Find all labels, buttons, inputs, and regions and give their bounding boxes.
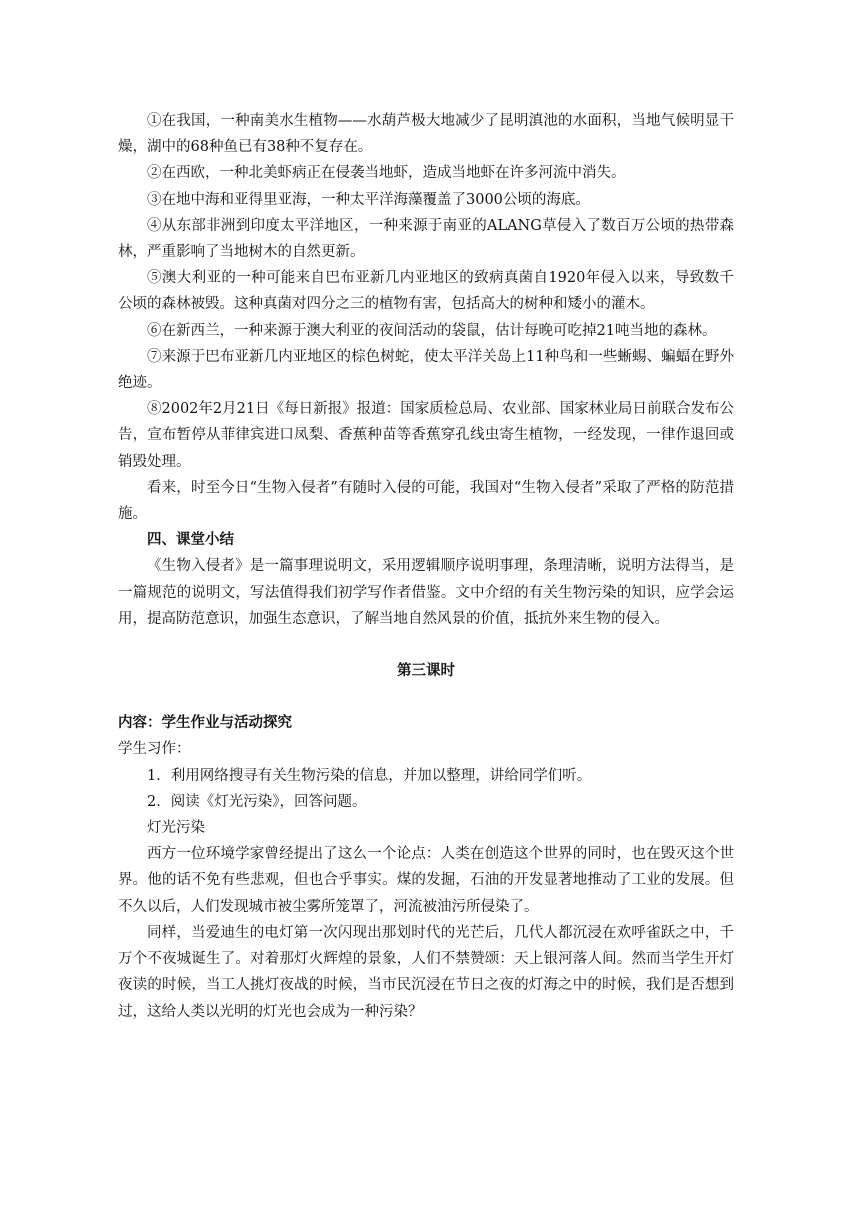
example-paragraph-8: ⑧2002年2月21日《每日新报》报道：国家质检总局、农业部、国家林业局日前联合发布公告，宣布暂停从菲律宾进口凤梨、香蕉种苗等香蕉穿孔线虫寄生植物，一经发现，一律作退回或销毁处理。 xyxy=(118,401,734,470)
example-paragraph-1: ①在我国，一种南美水生植物——水葫芦极大地减少了昆明滇池的水面积，当地气候明显干燥，湖中的68种鱼已有38种不复存在。 xyxy=(118,113,734,156)
example-paragraph-7: ⑦来源于巴布亚新几内亚地区的棕色树蛇，使太平洋关岛上11种鸟和一些蜥蜴、蝙蝠在野外绝迹。 xyxy=(118,348,734,392)
example-paragraph-5: ⑤澳大利亚的一种可能来自巴布亚新几内亚地区的致病真菌自1920年侵入以来，导致数千公顷的森林被毁。这种真菌对四分之三的植物有害，包括高大的树种和矮小的灌木。 xyxy=(118,270,734,313)
task-item-1: 1．利用网络搜寻有关生物污染的信息，并加以整理，讲给同学们听。 xyxy=(147,767,592,784)
summary-heading: 四、课堂小结 xyxy=(147,531,234,549)
example-paragraph-3: ③在地中海和亚得里亚海，一种太平洋海藻覆盖了3000公顷的海底。 xyxy=(147,191,590,208)
example-paragraph-6: ⑥在新西兰，一种来源于澳大利亚的夜间活动的袋鼠，估计每晚可吃掉21吨当地的森林。 xyxy=(147,322,717,339)
summary-paragraph: 《生物入侵者》是一篇事理说明文，采用逻辑顺序说明事理，条理清晰，说明方法得当，是一篇规范的说明文，写法值得我们初学写作者借鉴。文中介绍的有关生物污染的知识，应学会运用，提高防范意识，加强生态意识，了解当地自然风景的价值，抵抗外来生物的侵入。 xyxy=(118,558,734,627)
content-label: 内容：学生作业与活动探究 xyxy=(118,714,292,732)
conclusion-paragraph: 看来，时至今日“生物入侵者”有随时入侵的可能，我国对“生物入侵者”采取了严格的防范措施。 xyxy=(118,479,734,523)
section-title: 第三课时 xyxy=(397,662,455,680)
article-title: 灯光污染 xyxy=(147,820,205,837)
article-paragraph-1: 西方一位环境学家曾经提出了这么一个论点：人类在创造这个世界的同时，也在毁灭这个世界。他的话不免有些悲观，但也合乎事实。煤的发掘，石油的开发显著地推动了工业的发展。但不久以后，人们发现城市被尘雾所笼罩了，河流被油污所侵染了。 xyxy=(118,846,734,915)
example-paragraph-4: ④从东部非洲到印度太平洋地区，一种来源于南亚的ALANG草侵入了数百万公顷的热带森林，严重影响了当地树木的自然更新。 xyxy=(118,217,734,261)
exercise-label: 学生习作： xyxy=(118,741,191,758)
example-paragraph-2: ②在西欧，一种北美虾病正在侵袭当地虾，造成当地虾在许多河流中消失。 xyxy=(147,165,626,182)
task-item-2: 2．阅读《灯光污染》，回答问题。 xyxy=(147,793,367,810)
article-paragraph-2: 同样，当爱迪生的电灯第一次闪现出那划时代的光芒后，几代人都沉浸在欢呼雀跃之中，千万个不夜城诞生了。对着那灯火辉煌的景象，人们不禁赞颂：天上银河落人间。然而当学生开灯夜读的时候，当工人挑灯夜战的时候，当市民沉浸在节日之夜的灯海之中的时候，我们是否想到过，这给人类以光明的灯光也会成为一种污染？ xyxy=(118,924,734,1020)
